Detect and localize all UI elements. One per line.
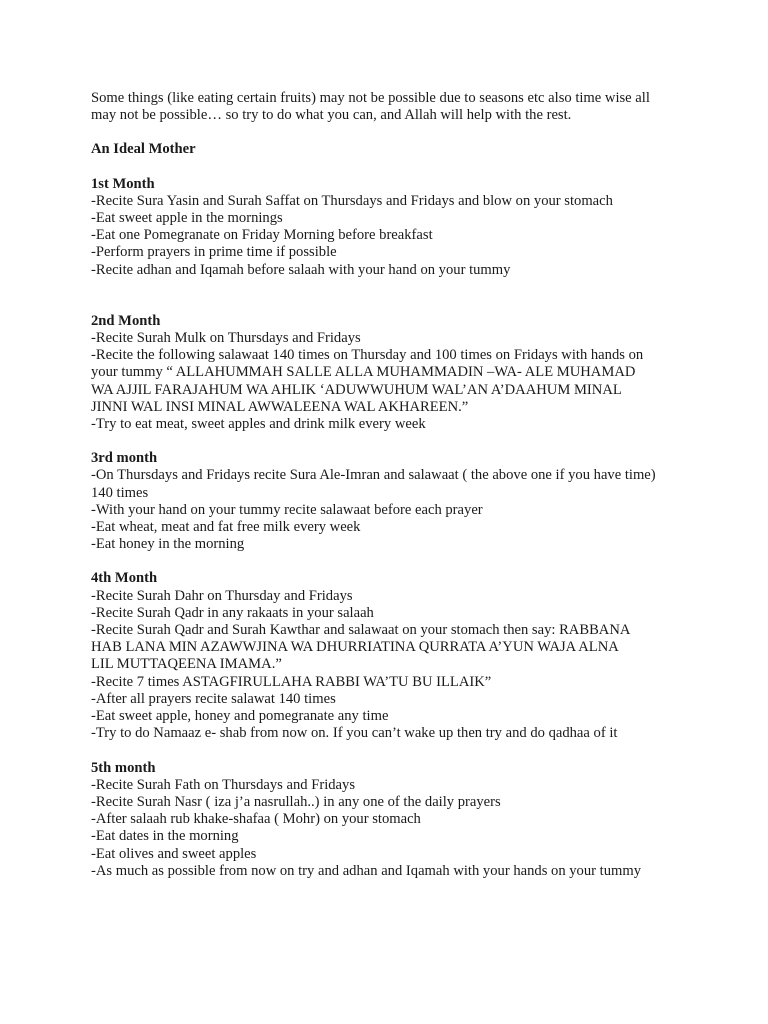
- instruction-line: -Recite Surah Qadr in any rakaats in your salaah: [91, 604, 374, 621]
- spacer: [91, 553, 691, 570]
- instruction-line: -Recite Sura Yasin and Surah Saffat on Thursdays and Fridays and blow on your stomach: [91, 192, 613, 209]
- section-heading: 2nd Month: [91, 312, 161, 329]
- instruction-line: -Eat wheat, meat and fat free milk every week: [91, 519, 361, 536]
- instruction-line: -Eat one Pomegranate on Friday Morning before breakfast: [91, 227, 433, 244]
- instruction-line: -Eat dates in the morning: [91, 828, 239, 845]
- instruction-line: -Perform prayers in prime time if possible: [91, 244, 337, 261]
- instruction-line: your tummy “ ALLAHUMMAH SALLE ALLA MUHAMMADIN –WA- ALE MUHAMAD: [91, 364, 636, 381]
- instruction-line: 140 times: [91, 484, 149, 501]
- section-4th-month: [91, 570, 691, 742]
- instruction-line: -With your hand on your tummy recite salawaat before each prayer: [91, 501, 483, 518]
- section-3rd-month: [91, 450, 691, 553]
- intro-line: may not be possible… so try to do what you can, and Allah will help with the rest.: [91, 107, 572, 124]
- spacer: [91, 433, 691, 450]
- section-1st-month: [91, 176, 691, 279]
- instruction-line: -Eat olives and sweet apples: [91, 845, 257, 862]
- instruction-line: -Try to do Namaaz e- shab from now on. If you can’t wake up then try and do qadhaa of it: [91, 725, 618, 742]
- instruction-line: -After salaah rub khake-shafaa ( Mohr) on your stomach: [91, 811, 421, 828]
- intro-line: Some things (like eating certain fruits) may not be possible due to seasons etc also time wise all: [91, 90, 650, 106]
- spacer: [91, 743, 691, 760]
- instruction-line: -On Thursdays and Fridays recite Sura Ale-Imran and salawaat ( the above one if you have time): [91, 467, 656, 484]
- instruction-line: -Try to eat meat, sweet apples and drink milk every week: [91, 416, 426, 433]
- section-heading: 3rd month: [91, 450, 158, 467]
- spacer: [91, 279, 691, 313]
- spacer: [91, 159, 691, 176]
- document-page: [91, 90, 691, 880]
- instruction-line: HAB LANA MIN AZAWWJINA WA DHURRIATINA QURRATA A’YUN WAJA ALNA: [91, 639, 619, 656]
- instruction-line: -Eat honey in the morning: [91, 536, 245, 553]
- instruction-line: LIL MUTTAQEENA IMAMA.”: [91, 656, 282, 673]
- instruction-line: -Recite 7 times ASTAGFIRULLAHA RABBI WA’TU BU ILLAIK”: [91, 673, 492, 690]
- section-heading: 4th Month: [91, 570, 158, 587]
- section-heading: 1st Month: [91, 175, 155, 192]
- instruction-line: -Eat sweet apple in the mornings: [91, 210, 283, 227]
- instruction-line: -After all prayers recite salawat 140 times: [91, 690, 336, 707]
- instruction-line: -Recite Surah Qadr and Surah Kawthar and salawaat on your stomach then say: RABBANA: [91, 622, 631, 639]
- instruction-line: -Recite adhan and Iqamah before salaah with your hand on your tummy: [91, 261, 511, 278]
- instruction-line: -Eat sweet apple, honey and pomegranate any time: [91, 708, 389, 725]
- instruction-line: JINNI WAL INSI MINAL AWWALEENA WAL AKHAREEN.”: [91, 398, 469, 415]
- instruction-line: -Recite Surah Fath on Thursdays and Fridays: [91, 776, 355, 793]
- section-5th-month: [91, 760, 691, 880]
- spacer: [91, 124, 691, 141]
- instruction-line: -Recite the following salawaat 140 times on Thursday and 100 times on Fridays with hands on: [91, 347, 644, 364]
- section-heading: 5th month: [91, 759, 156, 776]
- section-2nd-month: [91, 313, 691, 433]
- instruction-line: -Recite Surah Mulk on Thursdays and Fridays: [91, 330, 361, 347]
- instruction-line: -As much as possible from now on try and adhan and Iqamah with your hands on your tummy: [91, 862, 642, 879]
- instruction-line: -Recite Surah Nasr ( iza j’a nasrullah..) in any one of the daily prayers: [91, 793, 501, 810]
- document-title: An Ideal Mother: [91, 141, 196, 158]
- instruction-line: -Recite Surah Dahr on Thursday and Fridays: [91, 587, 353, 604]
- instruction-line: WA AJJIL FARAJAHUM WA AHLIK ‘ADUWWUHUM WAL’AN A’DAAHUM MINAL: [91, 381, 622, 398]
